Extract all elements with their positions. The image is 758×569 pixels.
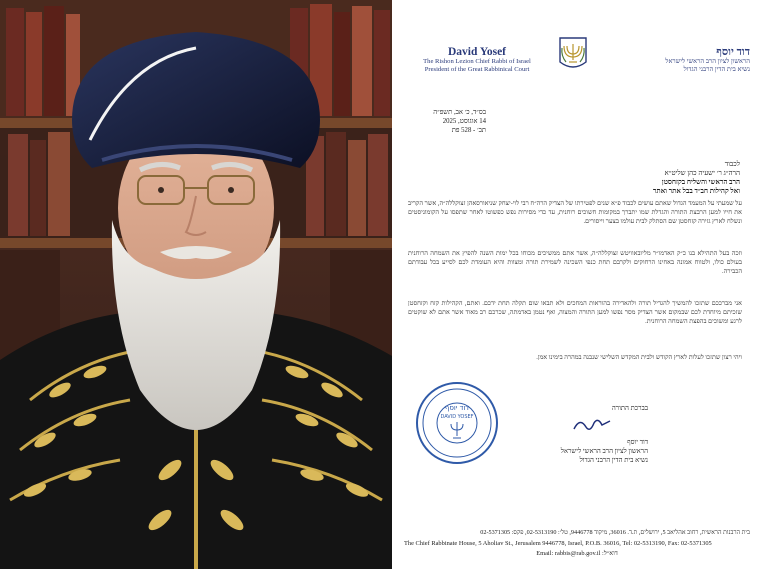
seal-he-name: דוד יוסף: [444, 404, 470, 412]
signed-name: דוד יוסף: [627, 439, 648, 446]
signature-block: [518, 404, 648, 465]
signature-title-1: הראשון לציון הרב הראשי לישראל: [560, 448, 648, 455]
recipient-line-3: הרב הראשי והשליח בקזחסטן: [661, 178, 740, 186]
closing: בברכת התורה: [611, 405, 648, 412]
body-paragraph: וזכה בעל התהילא בנו כ״ק האדמו״ר מליובאוויטש זצוקללה״ה, אשר אתם ממשיכים מכוחו בכל ימות השנה להפיץ את השמחה הרוחנית בעולם כולו, ולטווח אמונה באחינו הרחוקים ולקרבם תחת כנפי השכינה לשמירת תורה ומצוות והיא העומדת לכם לסייע בכל עבודתם הכבירה.: [408, 250, 742, 275]
seal-en-name: DAVID YOSEF: [440, 414, 474, 420]
official-letter: [392, 0, 758, 569]
letterhead-en-name: David Yosef: [447, 46, 507, 58]
footer-hebrew-address: בית הרבנות הראשית, רחוב אהליאב 5, ירושלים, ת.ד. 36016, מיקוד 9446778, טל׳: 02-5313190, פקס: 02-5371305: [480, 529, 750, 536]
letterhead-en-title-2: President of the Great Rabbinical Court: [424, 66, 530, 73]
letter-footer: [404, 529, 750, 557]
letterhead-hebrew: [610, 46, 750, 74]
signature-title-2: נשיא בית הדין הרבני הגדול: [579, 457, 648, 464]
hebrew-date: בס״ד, כ׳ אב, תשפ״ה: [433, 109, 486, 116]
footer-email: Email: rabbis@rab.gov.il :דוא״ל: [536, 550, 618, 557]
letterhead-english: [402, 46, 552, 74]
body-paragraph: אני מברככם שתזכו להמשיך להגדיל תורה ולהאדירה בהוראות המחכים ולא תבאו שום תקלה תחת ידכם. ואתם, הקהילות קזח וקזחסטן שזכיתם מיוחדת לכם שבמקום אשר הצדיק מסר נפשו למען התורה והמצוה, ואף נטמן באדמתה, שכרכם רב מאוד אשר אתם לא שוקטים לרגע ומשוכים בהפצת השמחה הרוחנית.: [408, 300, 742, 325]
reference-number: תב׳ - 528 פת: [451, 127, 486, 134]
body-paragraph: על שמעתי על המעמד הגדול שאתם עושים לכבוד פ״א שנים לפטירתו של הצדיק הרה״ח רבי לוי-יצחק שניאורסאהן זצוקללה״ה, אשר הקריב את חייו למען הרבצת התורה והגדלת שמו יתברך במקומות חשוכים רוחנית, עד כדי מסירות נפש כפשוטו לאחר שתפסו על הקומוניסטים ונשלח לארץ גזירה קזחסטן שם הסתלק לבית עולמו בצער וייסורים.: [408, 200, 742, 225]
seal-menorah-icon: [451, 422, 463, 438]
letterhead-en-title-1: The Rishon Lezion Chief Rabbi of Israel: [423, 58, 531, 65]
official-seal-stamp: [414, 380, 500, 466]
recipient-line-1: לכבוד: [724, 160, 740, 168]
handwritten-signature-icon: [572, 415, 612, 433]
letterhead-he-title-1: הראשון לציון הרב הראשי לישראל: [665, 58, 750, 65]
menorah-emblem-icon: [558, 36, 588, 72]
footer-english-address: The Chief Rabbinate House, 5 Aholiav St., Jerusalem 9446778, Israel, P.O.B. 36016, Tel: 02-5313190, Fax: 02-5371305: [404, 540, 712, 547]
letterhead-he-title-2: נשיא בית הדין הרבני הגדול: [683, 66, 750, 73]
body-paragraph: ויהי רצון שתזכו לעלות לארץ הקודש ולבית המקדש השלישי שנבנה במהרה בימינו אמן.: [536, 354, 742, 361]
recipient-line-2: הרה״ג ר׳ ישעיה כהן שליט״א: [664, 169, 740, 177]
letter-date-block: [406, 108, 486, 135]
recipient-block: [420, 160, 740, 196]
recipient-line-4: ואל קהילות חב״ד בבל אתר ואתר: [652, 187, 740, 195]
gregorian-date: 14 אוגוסט, 2025: [442, 118, 486, 125]
letterhead-he-name: דוד יוסף: [716, 46, 750, 58]
